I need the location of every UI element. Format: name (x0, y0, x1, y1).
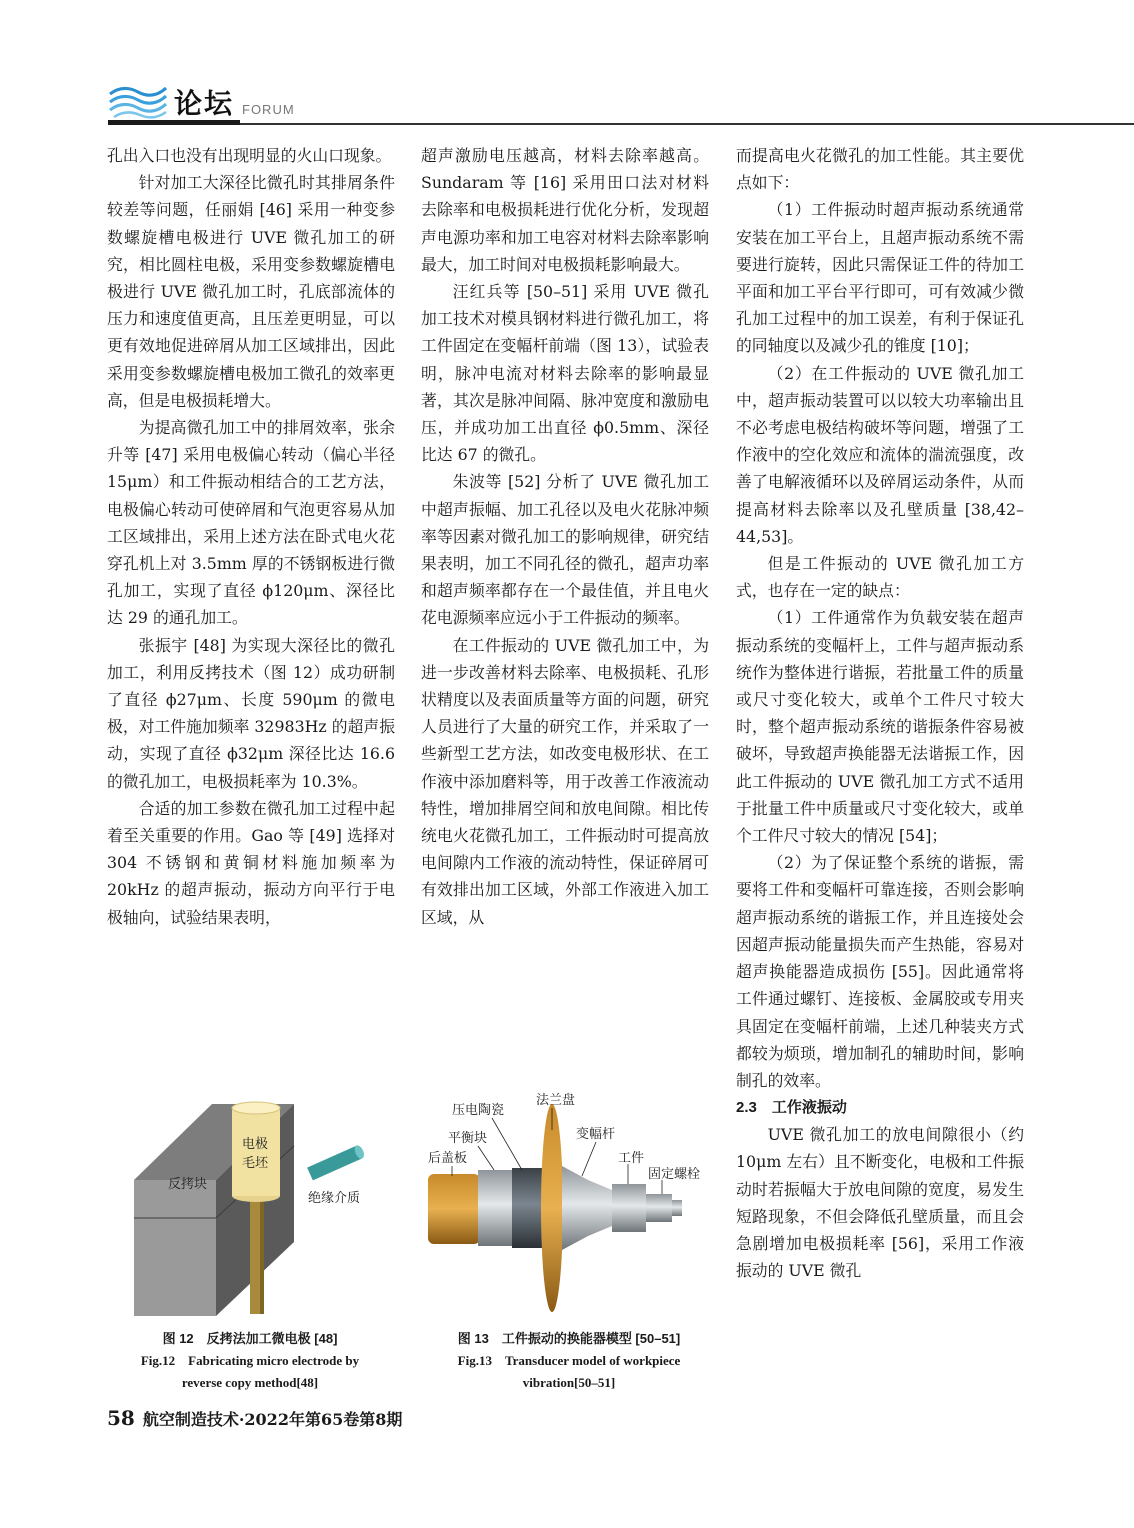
figure-12-caption-cn: 图 12 反拷法加工微电极 [48] (162, 1331, 338, 1346)
header-rule-thick (108, 120, 240, 125)
electrode-rod-shade (260, 1188, 264, 1314)
flange (541, 1104, 563, 1312)
label-bolt: 固定螺栓 (648, 1167, 701, 1182)
fixing-bolt (646, 1194, 672, 1222)
label-piezo: 压电陶瓷 (452, 1103, 505, 1118)
label-workpiece: 工件 (618, 1151, 645, 1166)
horn (562, 1166, 612, 1250)
figure-12-caption-en-1: Fig.12 Fabricating micro electrode by (140, 1353, 360, 1368)
label-insulator: 绝缘介质 (308, 1191, 361, 1206)
figure-13-caption-en-2: vibration[50–51] (522, 1375, 616, 1390)
text-column-1 (107, 142, 395, 931)
paragraph: UVE 微孔加工的放电间隙很小（约 10μm 左右）且不断变化，电极和工件振动时若振幅大于放电间隙的宽度，易发生短路现象，不但会降低孔壁质量，而且会急剧增加电极损耗率 [56]，采用工作液振动的 UVE 微孔 (736, 1125, 1024, 1281)
label-horn: 变幅杆 (576, 1127, 616, 1142)
paragraph: （1）工件通常作为负载安装在超声振动系统的变幅杆上，工件与超声振动系统作为整体进行谐振，若批量工件的质量或尺寸变化较大，或单个工件尺寸较大时，整个超声振动系统的谐振条件容易被破坏，导致超声换能器无法谐振工作，因此工件振动的 UVE 微孔加工方式不适用于批量工件中质量或尺寸变化较大，或单个工件尺寸较大的情况 [54]； (736, 608, 1024, 846)
paragraph: 超声激励电压越高，材料去除率越高。Sundaram 等 [16] 采用田口法对材料去除率和电极损耗进行优化分析，发现超声电源功率和加工电容对材料去除率影响最大，加工时间对电极损耗影响最大。 (421, 146, 709, 274)
label-electrode: 电极 (242, 1137, 269, 1152)
block-front-face (134, 1180, 216, 1316)
paragraph: （2）在工件振动的 UVE 微孔加工中，超声振动装置可以以较大功率输出且不必考虑电极结构破坏等问题，增强了工作液中的空化效应和流体的湍流强度，改善了电解液循环以及碎屑运动条件，从而提高材料去除率以及孔壁质量 [38,42–44,53]。 (736, 363, 1024, 546)
figure-13-transducer-model (422, 1090, 714, 1322)
paragraph: 合适的加工参数在微孔加工过程中起着至关重要的作用。Gao 等 [49] 选择对 304 不锈钢和黄铜材料施加频率为 20kHz 的超声振动，振动方向平行于电极轴向，试验结果表明， (107, 798, 395, 927)
piezo-ceramic (512, 1168, 546, 1248)
text-column-3 (736, 142, 1024, 1284)
paragraph: 针对加工大深径比微孔时其排屑条件较差等问题，任丽娟 [46] 采用一种变参数螺旋槽电极进行 UVE 微孔加工的研究，相比圆柱电极，采用变参数螺旋槽电极进行 UVE 微孔加工时，孔底部流体的压力和速度值更高，且压差更明显，可以更有效地促进碎屑从加工区域排出，因此采用变参数螺旋槽电极加工微孔的效率更高，但是电极损耗增大。 (107, 173, 395, 410)
balance-block (478, 1170, 514, 1246)
paragraph: 为提高微孔加工中的排屑效率，张余升等 [47] 采用电极偏心转动（偏心半径 15μm）和工件振动相结合的工艺方法，电极偏心转动可使碎屑和气泡更容易从加工区域排出，采用上述方法在卧式电火花穿孔机上对 3.5mm 厚的不锈钢板进行微孔加工，实现了直径 ϕ120μm、深径比达 29 的通孔加工。 (107, 418, 395, 628)
back-cover (428, 1174, 480, 1244)
fixing-bolt-tip (672, 1200, 682, 1216)
page-number: 58 (107, 1406, 135, 1430)
label-block: 反拷块 (168, 1177, 208, 1192)
label-flange: 法兰盘 (536, 1093, 576, 1108)
journal-info: 航空制造技术·2022年第65卷第8期 (142, 1410, 403, 1429)
paragraph: 汪红兵等 [50–51] 采用 UVE 微孔加工技术对模具钢材料进行微孔加工，将工件固定在变幅杆前端（图 13），试验表明，脉冲电流对材料去除率的影响最显著，其次是脉冲间隔、脉冲宽度和激励电压，并成功加工出直径 ϕ0.5mm、深径比达 67 的微孔。 (421, 282, 709, 465)
figure-13-caption-en-1: Fig.13 Transducer model of workpiece (457, 1353, 681, 1368)
text-column-2 (421, 142, 709, 931)
insulator-rod (307, 1144, 366, 1180)
label-back-cover: 后盖板 (428, 1151, 468, 1166)
figure-12-caption-en-2: reverse copy method[48] (181, 1375, 319, 1390)
label-blank: 毛坯 (242, 1156, 269, 1171)
page-footer (107, 1406, 402, 1430)
waves-logo-icon (108, 84, 168, 120)
paragraph: 在工件振动的 UVE 微孔加工中，为进一步改善材料去除率、电极损耗、孔形状精度以及表面质量等方面的问题，研究人员进行了大量的研究工作，并采取了一些新型工艺方法，如改变电极形状、在工作液中添加磨料等，用于改善工作液流动特性，增加排屑空间和放电间隙。相比传统电火花微孔加工，工件振动时可提高放电间隙内工作液的流动特性，保证碎屑可有效排出加工区域，外部工作液进入加工区域，从 (421, 635, 709, 927)
paragraph: 而提高电火花微孔的加工性能。其主要优点如下： (736, 146, 1024, 193)
paragraph: 但是工件振动的 UVE 微孔加工方式，也存在一定的缺点： (736, 554, 1024, 601)
figure-13-caption-cn: 图 13 工件振动的换能器模型 [50–51] (457, 1331, 681, 1346)
paragraph: （1）工件振动时超声振动系统通常安装在加工平台上，且超声振动系统不需要进行旋转，因此只需保证工件的待加工平面和加工平台平行即可，可有效减少微孔加工过程中的加工误差，有利于保证孔的同轴度以及减少孔的锥度 [10]； (736, 200, 1024, 356)
page-header (108, 80, 1134, 126)
paragraph: 孔出入口也没有出现明显的火山口现象。 (107, 146, 392, 165)
paragraph: （2）为了保证整个系统的谐振，需要将工件和变幅杆可靠连接，否则会影响超声振动系统的谐振工作，并且连接处会因超声振动能量损失而产生热能，容易对超声换能器造成损伤 [55]。因此通常将工件通过螺钉、连接板、金属胶或专用夹具固定在变幅杆前端，上述几种装夹方式都较为烦琐，增加制孔的辅助时间，影响制孔的效率。 (736, 853, 1024, 1090)
paragraph: 朱波等 [52] 分析了 UVE 微孔加工中超声振幅、加工孔径以及电火花脉冲频率等因素对微孔加工的影响规律，研究结果表明，加工不同孔径的微孔，超声功率和超声频率都存在一个最佳值，并且电火花电源频率应远小于工件振动的频率。 (421, 472, 709, 628)
header-rule (240, 123, 1134, 125)
label-balance: 平衡块 (448, 1131, 488, 1146)
figure-12-reverse-copy-diagram (132, 1098, 372, 1320)
section-subtitle: FORUM (242, 102, 295, 117)
section-title: 论坛 (174, 87, 235, 120)
workpiece (612, 1184, 646, 1232)
electrode-blank-top (232, 1102, 280, 1114)
paragraph: 张振宇 [48] 为实现大深径比的微孔加工，利用反拷技术（图 12）成功研制了直径 ϕ27μm、长度 590μm 的微电极，对工件施加频率 32983Hz 的超声振动，实现了直径 ϕ32μm 深径比达 16.6 的微孔加工，电极损耗率为 10.3%。 (107, 635, 395, 791)
electrode-blank (232, 1108, 280, 1196)
section-heading: 2.3 工作液振动 (736, 1099, 847, 1117)
